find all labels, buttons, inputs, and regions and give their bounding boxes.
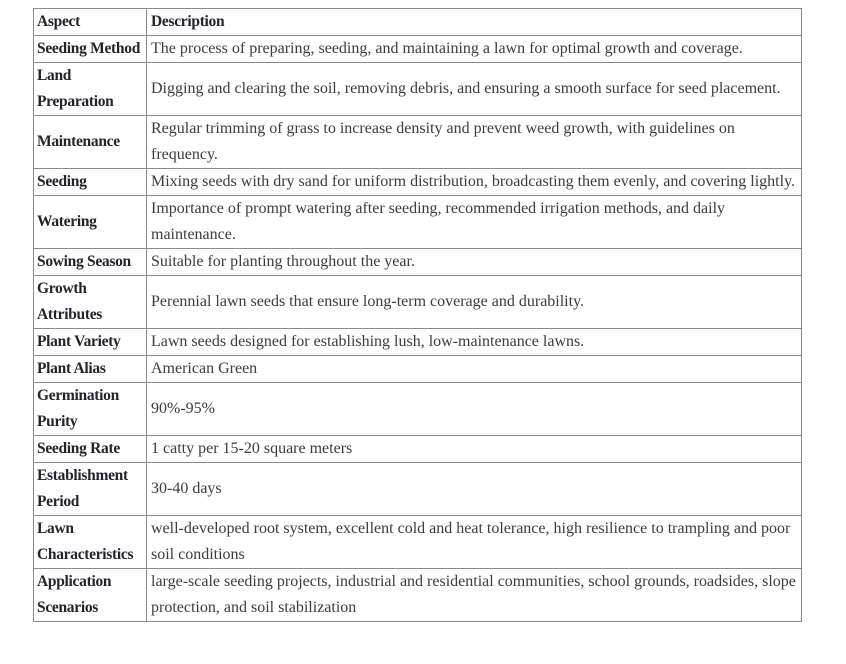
description-cell: 30-40 days (147, 463, 802, 516)
description-cell: Importance of prompt watering after seeding, recommended irrigation methods, and daily maintenance. (147, 196, 802, 249)
product-attributes-table (33, 8, 802, 622)
table-row (34, 169, 802, 196)
aspect-cell: Growth Attributes (34, 276, 147, 329)
aspect-cell: Plant Variety (34, 329, 147, 356)
description-cell: Digging and clearing the soil, removing debris, and ensuring a smooth surface for seed placement. (147, 63, 802, 116)
table-body (34, 36, 802, 622)
aspect-cell: Plant Alias (34, 356, 147, 383)
table-row (34, 436, 802, 463)
description-cell: large-scale seeding projects, industrial and residential communities, school grounds, roadsides, slope protection, and soil stabilization (147, 569, 802, 622)
description-cell: Suitable for planting throughout the year. (147, 249, 802, 276)
description-cell: Perennial lawn seeds that ensure long-term coverage and durability. (147, 276, 802, 329)
aspect-cell: Sowing Season (34, 249, 147, 276)
aspect-cell: Seeding Rate (34, 436, 147, 463)
description-cell: American Green (147, 356, 802, 383)
column-header-description: Description (147, 9, 802, 36)
table-row (34, 116, 802, 169)
aspect-cell: Establishment Period (34, 463, 147, 516)
table-row (34, 63, 802, 116)
description-cell: The process of preparing, seeding, and maintaining a lawn for optimal growth and coverage. (147, 36, 802, 63)
table-header-row (34, 9, 802, 36)
description-cell: Lawn seeds designed for establishing lush, low-maintenance lawns. (147, 329, 802, 356)
description-cell: 1 catty per 15-20 square meters (147, 436, 802, 463)
description-cell: Regular trimming of grass to increase density and prevent weed growth, with guidelines on frequency. (147, 116, 802, 169)
table-row (34, 276, 802, 329)
description-cell: 90%-95% (147, 383, 802, 436)
description-cell: Mixing seeds with dry sand for uniform distribution, broadcasting them evenly, and covering lightly. (147, 169, 802, 196)
aspect-cell: Seeding Method (34, 36, 147, 63)
table-row (34, 196, 802, 249)
table-row (34, 383, 802, 436)
aspect-cell: Application Scenarios (34, 569, 147, 622)
table-row (34, 463, 802, 516)
table-row (34, 249, 802, 276)
aspect-cell: Germination Purity (34, 383, 147, 436)
table-row (34, 569, 802, 622)
column-header-aspect: Aspect (34, 9, 147, 36)
table-row (34, 36, 802, 63)
aspect-cell: Watering (34, 196, 147, 249)
table-row (34, 356, 802, 383)
aspect-cell: Lawn Characteristics (34, 516, 147, 569)
aspect-cell: Maintenance (34, 116, 147, 169)
table-row (34, 329, 802, 356)
table-row (34, 516, 802, 569)
aspect-cell: Seeding (34, 169, 147, 196)
description-cell: well-developed root system, excellent cold and heat tolerance, high resilience to trampling and poor soil conditions (147, 516, 802, 569)
aspect-cell: Land Preparation (34, 63, 147, 116)
